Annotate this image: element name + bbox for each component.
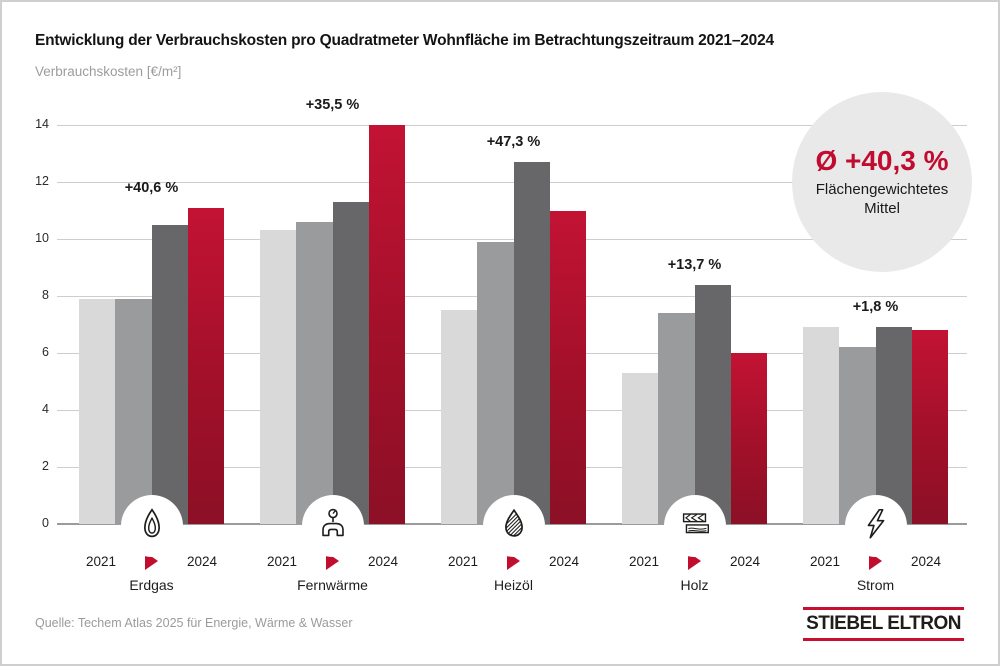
group-name-label: Fernwärme <box>297 577 368 593</box>
change-label: +47,3 % <box>486 134 541 151</box>
year-to-label: 2024 <box>548 553 580 569</box>
source-text: Quelle: Techem Atlas 2025 für Energie, Wärme & Wasser <box>35 616 353 630</box>
badge-average-value: Ø +40,3 % <box>815 145 949 177</box>
group-icon-circle <box>483 495 545 557</box>
bar-2023-fernwrme <box>333 202 369 524</box>
year-from-label: 2021 <box>266 553 298 569</box>
y-axis-tick-label: 4 <box>42 402 49 416</box>
change-label: +1,8 % <box>852 299 899 316</box>
flame-icon <box>133 505 171 548</box>
district-heating-icon <box>314 505 352 548</box>
change-label: +13,7 % <box>667 256 722 273</box>
wood-icon <box>676 505 714 548</box>
average-badge <box>792 92 972 272</box>
oil-drop-icon <box>495 505 533 548</box>
bar-2024-fernwrme <box>369 125 405 524</box>
year-from-label: 2021 <box>809 553 841 569</box>
bar-2022-erdgas <box>115 299 151 524</box>
group-icon-circle <box>845 495 907 557</box>
bar-2024-holz <box>731 353 767 524</box>
bar-2022-holz <box>658 313 694 524</box>
bar-2024-strom <box>912 330 948 524</box>
bar-2023-holz <box>695 285 731 524</box>
y-axis-unit-label: Verbrauchskosten [€/m²] <box>35 64 182 79</box>
y-axis-tick-label: 14 <box>35 117 49 131</box>
chart-title: Entwicklung der Verbrauchskosten pro Quadratmeter Wohnfläche im Betrachtungszeitraum 2021–2024 <box>35 32 774 49</box>
badge-caption-line1: Flächengewichtetes <box>815 181 949 199</box>
bar-2021-holz <box>622 373 658 524</box>
year-from-label: 2021 <box>85 553 117 569</box>
group-icon-circle <box>302 495 364 557</box>
year-from-label: 2021 <box>628 553 660 569</box>
y-axis-tick-label: 8 <box>42 288 49 302</box>
badge-caption-line2: Mittel <box>864 200 900 217</box>
bar-2023-heizl <box>514 162 550 524</box>
bar-2024-erdgas <box>188 208 224 524</box>
bar-2022-heizl <box>477 242 513 524</box>
year-to-label: 2024 <box>367 553 399 569</box>
y-axis-tick-label: 10 <box>35 231 49 245</box>
group-name-label: Holz <box>680 577 709 593</box>
bar-2021-erdgas <box>79 299 115 524</box>
y-axis-tick-label: 6 <box>42 345 49 359</box>
change-label: +40,6 % <box>124 179 179 196</box>
bar-2023-erdgas <box>152 225 188 524</box>
group-name-label: Heizöl <box>494 577 533 593</box>
y-axis-tick-label: 12 <box>35 174 49 188</box>
bar-2024-heizl <box>550 211 586 525</box>
year-to-label: 2024 <box>729 553 761 569</box>
change-label: +35,5 % <box>305 97 360 113</box>
logo-text: STIEBEL ELTRON <box>806 613 961 634</box>
group-icon-circle <box>664 495 726 557</box>
y-axis-tick-label: 0 <box>42 516 49 530</box>
lightning-icon <box>857 505 895 548</box>
year-from-label: 2021 <box>447 553 479 569</box>
group-name-label: Strom <box>856 577 895 593</box>
y-axis-tick-label: 2 <box>42 459 49 473</box>
group-name-label: Erdgas <box>129 577 174 593</box>
bar-2021-heizl <box>441 310 477 524</box>
group-icon-circle <box>121 495 183 557</box>
bar-2021-fernwrme <box>260 230 296 524</box>
year-to-label: 2024 <box>186 553 218 569</box>
bar-2021-strom <box>803 327 839 524</box>
stiebel-eltron-logo <box>803 607 964 641</box>
bar-2022-fernwrme <box>296 222 332 524</box>
year-to-label: 2024 <box>910 553 942 569</box>
